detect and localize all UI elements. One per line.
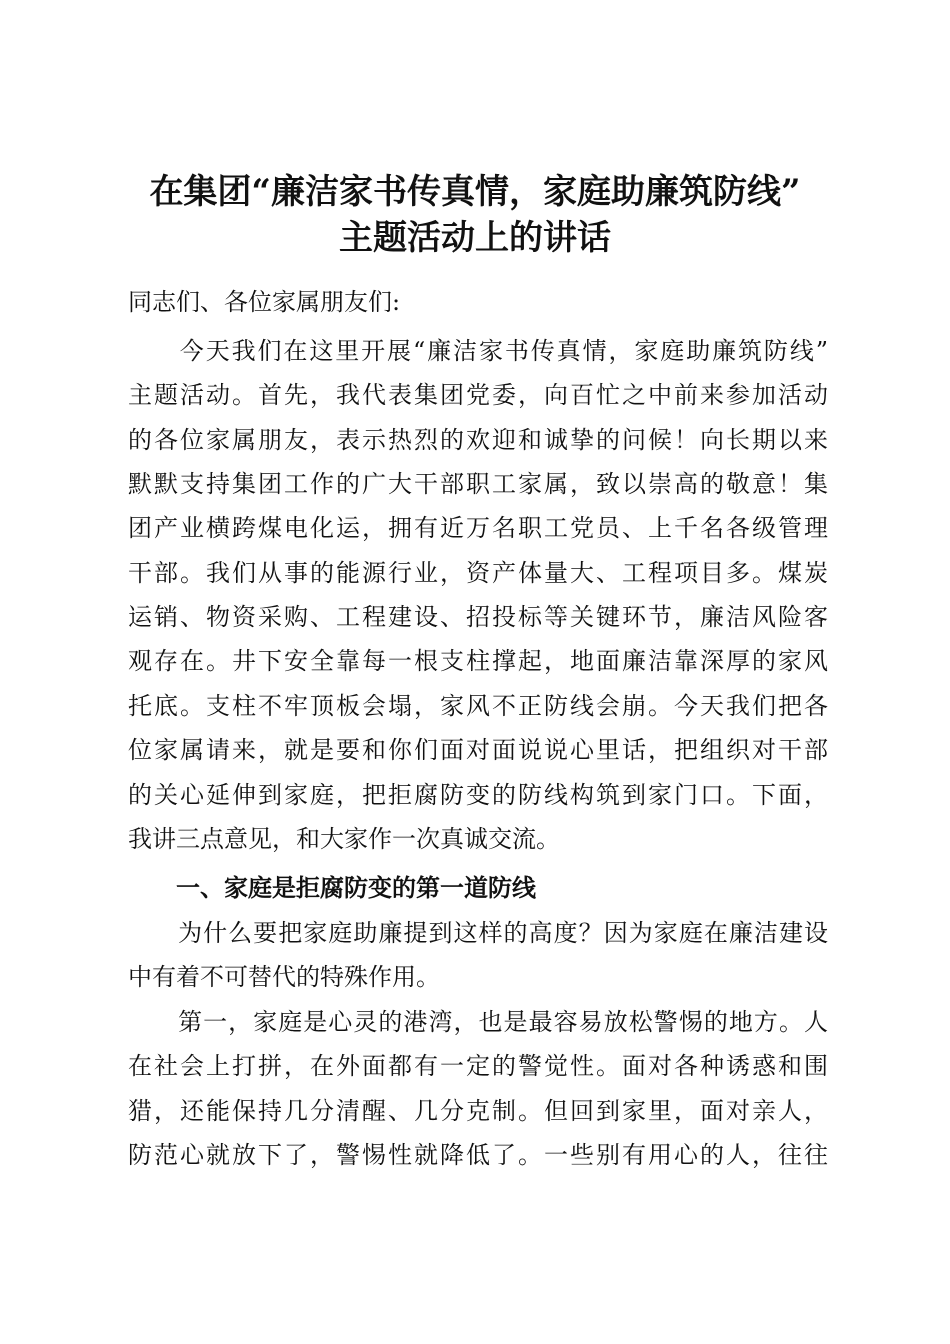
paragraph-line: 的各位家属朋友，表示热烈的欢迎和诚挚的问候！向长期以来 [128,426,828,454]
title-line-2: 主题活动上的讲话 [339,218,611,258]
paragraph-line: 我讲三点意见，和大家作一次真诚交流。 [128,825,560,853]
paragraph-line: 中有着不可替代的特殊作用。 [128,963,440,991]
salutation: 同志们、各位家属朋友们: [128,288,401,316]
paragraph-line: 主题活动。首先，我代表集团党委，向百忙之中前来参加活动 [128,381,828,409]
paragraph-line: 第一，家庭是心灵的港湾，也是最容易放松警惕的地方。人 [128,1008,828,1036]
paragraph-line: 猎，还能保持几分清醒、几分克制。但回到家里，面对亲人， [128,1097,828,1125]
section-heading: 一、家庭是拒腐防变的第一道防线 [128,873,536,902]
paragraph-line: 的关心延伸到家庭，把拒腐防变的防线构筑到家门口。下面， [128,781,828,809]
paragraph-line: 团产业横跨煤电化运，拥有近万名职工党员、上千名各级管理 [128,514,828,542]
paragraph-line: 今天我们在这里开展“廉洁家书传真情，家庭助廉筑防线” [128,337,828,365]
paragraph-line: 观存在。井下安全靠每一根支柱撑起，地面廉洁靠深厚的家风 [128,647,828,675]
title-line-1: 在集团“廉洁家书传真情，家庭助廉筑防线” [149,172,801,212]
paragraph-line: 位家属请来，就是要和你们面对面说说心里话，把组织对干部 [128,736,828,764]
paragraph-line: 在社会上打拼，在外面都有一定的警觉性。面对各种诱惑和围 [128,1052,828,1080]
paragraph-line: 托底。支柱不牢顶板会塌，家风不正防线会崩。今天我们把各 [128,692,828,720]
paragraph-line: 为什么要把家庭助廉提到这样的高度？因为家庭在廉洁建设 [128,919,828,947]
paragraph-line: 干部。我们从事的能源行业，资产体量大、工程项目多。煤炭 [128,559,828,587]
paragraph-line: 默默支持集团工作的广大干部职工家属，致以崇高的敬意！集 [128,470,828,498]
paragraph-line: 运销、物资采购、工程建设、招投标等关键环节，廉洁风险客 [128,603,828,631]
paragraph-line: 防范心就放下了，警惕性就降低了。一些别有用心的人，往往 [128,1141,828,1169]
